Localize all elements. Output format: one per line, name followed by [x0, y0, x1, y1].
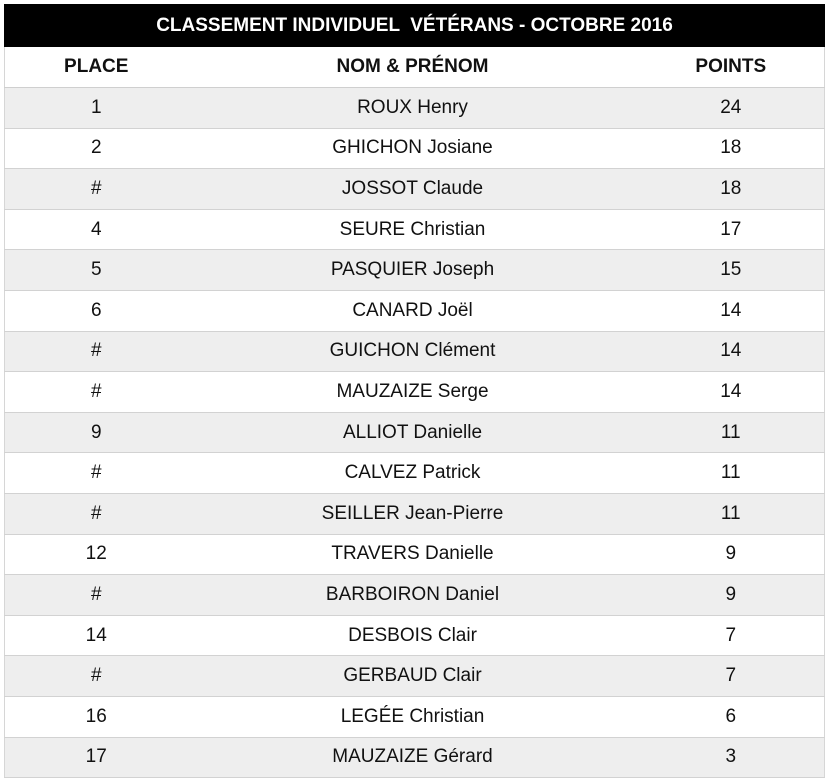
table-row — [5, 534, 825, 575]
cell-points: 9 — [638, 575, 825, 616]
table-row — [5, 696, 825, 737]
cell-points: 14 — [638, 331, 825, 372]
cell-name: GUICHON Clément — [188, 331, 638, 372]
cell-name: LEGÉE Christian — [188, 696, 638, 737]
cell-place: # — [5, 169, 188, 210]
table-row — [5, 209, 825, 250]
table-row — [5, 453, 825, 494]
cell-name: MAUZAIZE Gérard — [188, 737, 638, 778]
column-header-points: POINTS — [638, 47, 825, 88]
cell-points: 11 — [638, 412, 825, 453]
column-header-place: PLACE — [5, 47, 188, 88]
cell-place: 6 — [5, 290, 188, 331]
cell-place: 17 — [5, 737, 188, 778]
cell-place: # — [5, 331, 188, 372]
table-row — [5, 88, 825, 129]
cell-place: 16 — [5, 696, 188, 737]
cell-points: 9 — [638, 534, 825, 575]
cell-name: TRAVERS Danielle — [188, 534, 638, 575]
cell-points: 14 — [638, 290, 825, 331]
cell-place: # — [5, 372, 188, 413]
cell-place: 4 — [5, 209, 188, 250]
table-row — [5, 656, 825, 697]
table-row — [5, 290, 825, 331]
cell-place: 14 — [5, 615, 188, 656]
cell-name: GERBAUD Clair — [188, 656, 638, 697]
table-row — [5, 250, 825, 291]
cell-name: SEILLER Jean-Pierre — [188, 493, 638, 534]
cell-points: 11 — [638, 493, 825, 534]
cell-points: 6 — [638, 696, 825, 737]
cell-name: JOSSOT Claude — [188, 169, 638, 210]
cell-points: 7 — [638, 656, 825, 697]
cell-name: CALVEZ Patrick — [188, 453, 638, 494]
cell-place: 12 — [5, 534, 188, 575]
cell-place: 1 — [5, 88, 188, 129]
table-row — [5, 372, 825, 413]
table-row — [5, 737, 825, 778]
table-row — [5, 493, 825, 534]
cell-place: 9 — [5, 412, 188, 453]
cell-name: PASQUIER Joseph — [188, 250, 638, 291]
column-header-name: NOM & PRÉNOM — [188, 47, 638, 88]
table-row — [5, 331, 825, 372]
cell-name: GHICHON Josiane — [188, 128, 638, 169]
cell-points: 17 — [638, 209, 825, 250]
cell-points: 15 — [638, 250, 825, 291]
cell-points: 7 — [638, 615, 825, 656]
cell-points: 24 — [638, 88, 825, 129]
table-row — [5, 412, 825, 453]
cell-points: 14 — [638, 372, 825, 413]
cell-place: # — [5, 453, 188, 494]
cell-points: 11 — [638, 453, 825, 494]
cell-place: # — [5, 656, 188, 697]
cell-name: ALLIOT Danielle — [188, 412, 638, 453]
table-row — [5, 575, 825, 616]
cell-points: 18 — [638, 128, 825, 169]
ranking-table — [4, 4, 825, 778]
cell-place: # — [5, 493, 188, 534]
table-row — [5, 128, 825, 169]
cell-name: BARBOIRON Daniel — [188, 575, 638, 616]
ranking-rows — [5, 88, 825, 778]
title-row — [5, 5, 825, 47]
cell-place: 2 — [5, 128, 188, 169]
table-title: CLASSEMENT INDIVIDUEL VÉTÉRANS - OCTOBRE 2016 — [5, 5, 825, 47]
cell-place: 5 — [5, 250, 188, 291]
cell-name: ROUX Henry — [188, 88, 638, 129]
cell-name: SEURE Christian — [188, 209, 638, 250]
header-row — [5, 47, 825, 88]
cell-name: DESBOIS Clair — [188, 615, 638, 656]
cell-place: # — [5, 575, 188, 616]
cell-name: MAUZAIZE Serge — [188, 372, 638, 413]
cell-points: 18 — [638, 169, 825, 210]
table-row — [5, 169, 825, 210]
cell-name: CANARD Joël — [188, 290, 638, 331]
table-row — [5, 615, 825, 656]
cell-points: 3 — [638, 737, 825, 778]
